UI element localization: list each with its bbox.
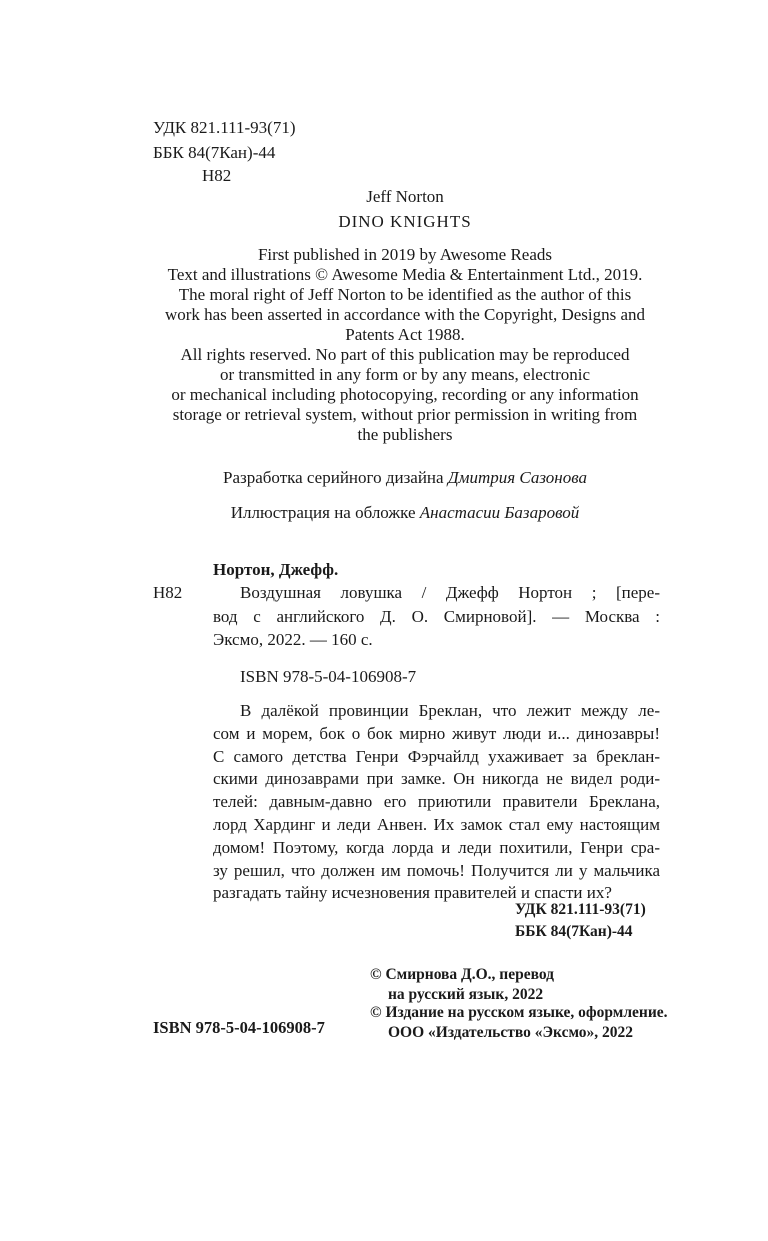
translation-copyright-cont: на русский язык, 2022 — [388, 986, 544, 1003]
catalog-heading: Нортон, Джефф. — [213, 560, 339, 579]
annotation-line: домом! Поэтому, когда лорда и леди похитили, Генри сра- — [213, 837, 660, 857]
edition-copyright: © Издание на русском языке, оформление. — [370, 1004, 668, 1021]
copyright-line: or mechanical including photocopying, recording or any information — [171, 385, 639, 404]
credit-name: Анастасии Базаровой — [419, 503, 580, 522]
annotation-line: сом и морем, бок о бок мирно живут люди и... динозавры! — [213, 723, 660, 743]
footer-bbk: ББК 84(7Кан)-44 — [515, 923, 633, 940]
credit-label: Разработка серийного дизайна — [223, 468, 444, 487]
catalog-line: Эксмо, 2022. — 160 с. — [213, 630, 373, 649]
annotation-line: телей: давным-давно его приютили правители Бреклана, — [213, 792, 660, 812]
catalog-isbn: ISBN 978-5-04-106908-7 — [240, 667, 417, 686]
annotation-line: С самого детства Генри Фэрчайлд ухаживает за бреклан- — [213, 746, 660, 766]
copyright-line: storage or retrieval system, without prior permission in writing from — [172, 405, 638, 424]
copyright-line: Patents Act 1988. — [345, 325, 465, 344]
catalog-mark: Н82 — [153, 583, 183, 602]
copyright-line: work has been asserted in accordance with the Copyright, Designs and — [164, 305, 646, 324]
catalog-line: вод с английского Д. О. Смирновой]. — Москва : — [213, 607, 660, 626]
bbk-code: ББК 84(7Кан)-44 — [153, 143, 276, 162]
copyright-line: Text and illustrations © Awesome Media & Entertainment Ltd., 2019. — [167, 265, 643, 284]
copyright-line: All rights reserved. No part of this publication may be reproduced — [180, 345, 630, 364]
footer-udk: УДК 821.111-93(71) — [515, 901, 646, 918]
catalog-line: Воздушная ловушка / Джефф Нортон ; [пере- — [240, 583, 660, 602]
annotation-line: зу решил, что должен им помочь! Получится ли у мальчика — [213, 860, 660, 880]
copyright-line: The moral right of Jeff Norton to be identified as the author of this — [178, 285, 632, 304]
author-mark: Н82 — [202, 166, 232, 185]
translation-copyright: © Смирнова Д.О., перевод — [370, 966, 554, 983]
copyright-line: First published in 2019 by Awesome Reads — [257, 245, 553, 264]
original-title: DINO KNIGHTS — [338, 212, 472, 231]
annotation-line: В далёкой провинции Бреклан, что лежит между ле- — [240, 701, 660, 720]
annotation-line: разгадать тайну исчезновения правителей и спасти их? — [213, 883, 612, 903]
footer-isbn: ISBN 978-5-04-106908-7 — [153, 1018, 325, 1037]
annotation-line: скими динозаврами при замке. Он никогда не видел роди- — [213, 769, 660, 789]
copyright-line: or transmitted in any form or by any means, electronic — [219, 365, 591, 384]
original-author: Jeff Norton — [366, 187, 444, 206]
annotation-line: лорд Хардинг и леди Анвен. Их замок стал ему настоящим — [213, 815, 660, 834]
credit-name: Дмитрия Сазонова — [447, 468, 587, 487]
edition-copyright-cont: ООО «Издательство «Эксмо», 2022 — [388, 1024, 634, 1041]
credit-label: Иллюстрация на обложке — [230, 503, 416, 522]
copyright-line: the publishers — [357, 425, 453, 444]
cover-illustration-credit — [0, 503, 768, 523]
udk-code: УДК 821.111-93(71) — [153, 118, 296, 137]
series-design-credit — [0, 468, 768, 488]
